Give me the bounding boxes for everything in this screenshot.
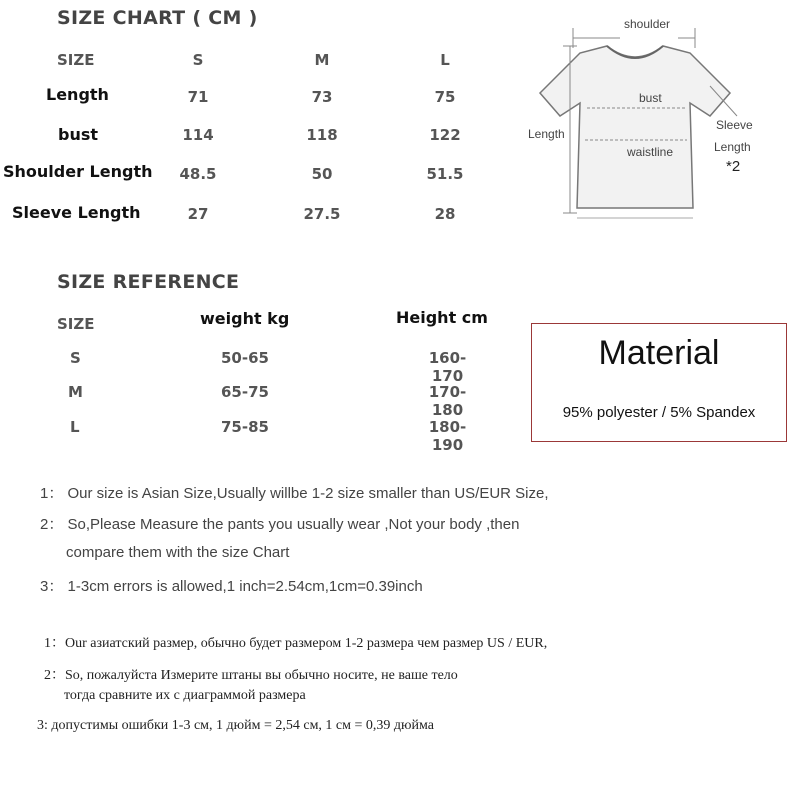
diagram-label-sleeve: Sleeve bbox=[716, 118, 753, 132]
ref-height-l: 180-190 bbox=[428, 418, 467, 454]
size-chart-title: SIZE CHART ( CM ) bbox=[57, 7, 258, 29]
table-cell: 73 bbox=[311, 88, 333, 106]
table-cell: 48.5 bbox=[179, 165, 217, 183]
table-cell: 27.5 bbox=[303, 205, 341, 223]
row-label-bust: bust bbox=[58, 125, 99, 144]
material-title: Material bbox=[598, 334, 720, 372]
diagram-label-bust: bust bbox=[639, 91, 662, 105]
diagram-label-shoulder: shoulder bbox=[624, 17, 671, 31]
ref-height-s: 160-170 bbox=[428, 349, 467, 385]
ref-header-size: SIZE bbox=[57, 315, 95, 333]
size-header-label: SIZE bbox=[57, 51, 95, 69]
ref-weight-s: 50-65 bbox=[221, 349, 269, 367]
size-reference-title: SIZE REFERENCE bbox=[57, 271, 240, 293]
ref-size-m: M bbox=[68, 383, 83, 401]
row-label-shoulder-length: Shoulder Length bbox=[3, 162, 153, 181]
ref-size-l: L bbox=[70, 418, 80, 436]
note-en-1: 1： Our size is Asian Size,Usually willbe 1-2 size smaller than US/EUR Size, bbox=[40, 485, 549, 502]
material-box bbox=[531, 323, 787, 442]
diagram-label-waistline: waistline bbox=[627, 145, 674, 159]
row-label-sleeve-length: Sleeve Length bbox=[12, 203, 141, 222]
diagram-label-times-two: *2 bbox=[726, 158, 741, 175]
table-cell: 122 bbox=[429, 126, 461, 144]
table-cell: 118 bbox=[306, 126, 338, 144]
table-cell: 114 bbox=[182, 126, 214, 144]
note-ru-1: 1：Our азиатский размер, обычно будет размером 1-2 размера чем размер US / EUR, bbox=[44, 636, 548, 651]
size-header-m: M bbox=[314, 51, 330, 69]
note-ru-2-cont: тогда сравните их с диаграммой размера bbox=[64, 688, 306, 703]
ref-header-height: Height cm bbox=[396, 308, 488, 327]
size-header-l: L bbox=[440, 51, 450, 69]
diagram-label-length: Length bbox=[528, 127, 565, 141]
diagram-label-sleeve-length: Length bbox=[714, 140, 751, 154]
note-en-2: 2： So,Please Measure the pants you usually wear ,Not your body ,then bbox=[40, 516, 520, 533]
ref-header-weight: weight kg bbox=[200, 309, 290, 328]
ref-weight-m: 65-75 bbox=[221, 383, 269, 401]
size-header-s: S bbox=[192, 51, 204, 69]
table-cell: 75 bbox=[434, 88, 456, 106]
row-label-length: Length bbox=[46, 85, 109, 104]
ref-weight-l: 75-85 bbox=[221, 418, 269, 436]
ref-height-m: 170-180 bbox=[428, 383, 467, 419]
note-ru-3: 3: допустимы ошибки 1-3 см, 1 дюйм = 2,54 см, 1 см = 0,39 дюйма bbox=[37, 718, 434, 733]
ref-size-s: S bbox=[70, 349, 81, 367]
table-cell: 71 bbox=[187, 88, 209, 106]
table-cell: 51.5 bbox=[426, 165, 464, 183]
note-ru-2: 2：So, пожалуйста Измерите штаны вы обычно носите, не ваше тело bbox=[44, 668, 458, 683]
material-composition: 95% polyester / 5% Spandex bbox=[562, 404, 756, 421]
table-cell: 28 bbox=[434, 205, 456, 223]
note-en-3: 3： 1-3cm errors is allowed,1 inch=2.54cm,1cm=0.39inch bbox=[40, 578, 423, 595]
table-cell: 50 bbox=[311, 165, 333, 183]
table-cell: 27 bbox=[187, 205, 209, 223]
note-en-2-cont: compare them with the size Chart bbox=[66, 544, 290, 561]
